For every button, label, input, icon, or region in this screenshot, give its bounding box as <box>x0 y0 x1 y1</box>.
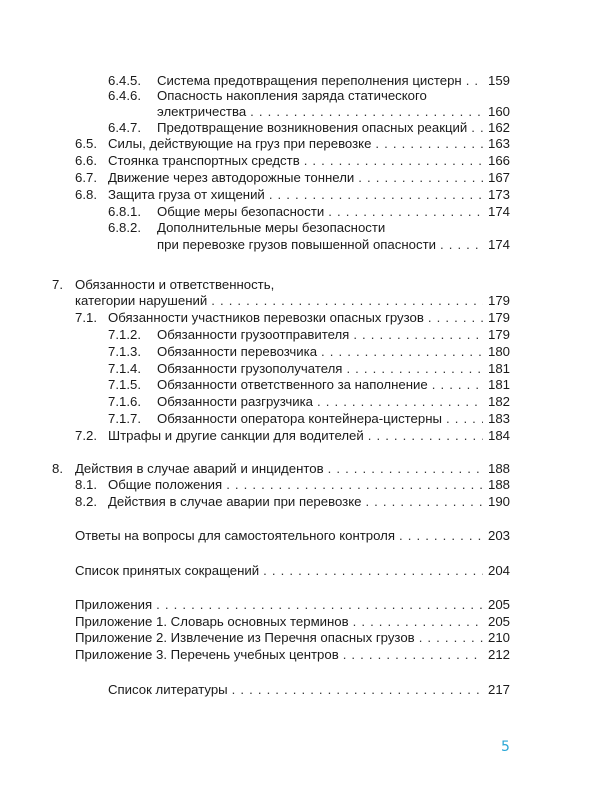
toc-entry[interactable] <box>108 73 510 89</box>
toc-number: 6.7. <box>75 170 97 185</box>
dot-leader <box>211 293 483 309</box>
toc-number: 6.4.7. <box>108 120 141 135</box>
toc-page-number: 174 <box>487 204 510 219</box>
dot-leader <box>343 647 483 663</box>
toc-number: 7.1. <box>75 310 97 325</box>
toc-entry[interactable] <box>108 327 510 343</box>
toc-number: 7.1.2. <box>108 327 141 342</box>
toc-entry[interactable] <box>108 394 510 410</box>
toc-entry[interactable] <box>108 682 510 698</box>
toc-number: 7.2. <box>75 428 97 443</box>
toc-title: Стоянка транспортных средств <box>108 153 300 168</box>
dot-leader <box>250 104 483 120</box>
toc-page-number: 184 <box>487 428 510 443</box>
toc-page-number: 174 <box>487 237 510 252</box>
toc-title: Приложение 1. Словарь основных терминов <box>75 614 349 629</box>
toc-page-number: 159 <box>487 73 510 88</box>
dot-leader <box>428 310 483 326</box>
toc-page-number: 181 <box>487 361 510 376</box>
toc-title-continuation: при перевозке грузов повышенной опасности <box>157 237 436 252</box>
dot-leader <box>156 597 483 613</box>
toc-entry[interactable] <box>75 597 510 613</box>
toc-number: 7.1.4. <box>108 361 141 376</box>
toc-entry[interactable] <box>75 170 510 186</box>
toc-title: Система предотвращения переполнения цистерн <box>157 73 462 88</box>
toc-page-number: 179 <box>487 310 510 325</box>
toc-page-number: 180 <box>487 344 510 359</box>
toc-chapter[interactable] <box>52 277 510 293</box>
toc-title: Обязанности оператора контейнера-цистерны <box>157 411 442 426</box>
page-number: 5 <box>501 739 510 755</box>
toc-entry[interactable] <box>75 647 510 663</box>
toc-page-number: 203 <box>487 528 510 543</box>
toc-entry[interactable] <box>75 614 510 630</box>
toc-number: 8. <box>52 461 63 476</box>
toc-title-continuation: электричества <box>157 104 247 119</box>
dot-leader <box>358 170 483 186</box>
toc-number: 7.1.7. <box>108 411 141 426</box>
toc-number: 8.1. <box>75 477 97 492</box>
toc-number: 6.6. <box>75 153 97 168</box>
toc-page-number: 210 <box>487 630 510 645</box>
toc-title: Общие положения <box>108 477 223 492</box>
toc-entry[interactable] <box>75 630 510 646</box>
toc-entry[interactable] <box>108 88 510 104</box>
toc-number: 6.8.1. <box>108 204 141 219</box>
toc-title: Защита груза от хищений <box>108 187 265 202</box>
toc-entry[interactable] <box>75 136 510 152</box>
toc-entry[interactable] <box>75 528 510 544</box>
toc-title: Обязанности грузоотправителя <box>157 327 350 342</box>
toc-title: Обязанности грузополучателя <box>157 361 343 376</box>
dot-leader <box>440 237 483 253</box>
toc-title: Приложения <box>75 597 153 612</box>
toc-page-number: 179 <box>487 293 510 308</box>
toc-entry[interactable] <box>75 310 510 326</box>
dot-leader <box>263 563 483 579</box>
dot-leader <box>226 477 483 493</box>
dot-leader <box>368 428 483 444</box>
toc-title: Приложение 2. Извлечение из Перечня опасных грузов <box>75 630 415 645</box>
toc-entry[interactable] <box>108 361 510 377</box>
toc-page-number: 179 <box>487 327 510 342</box>
toc-page-number: 162 <box>487 120 510 135</box>
toc-title: Обязанности перевозчика <box>157 344 318 359</box>
toc-number: 7.1.6. <box>108 394 141 409</box>
toc-title: Движение через автодорожные тоннели <box>108 170 355 185</box>
toc-title: Ответы на вопросы для самостоятельного контроля <box>75 528 396 543</box>
dot-leader <box>232 682 483 698</box>
toc-title: Предотвращение возникновения опасных реакций <box>157 120 468 135</box>
toc-title: Штрафы и другие санкции для водителей <box>108 428 364 443</box>
toc-entry[interactable] <box>75 187 510 203</box>
toc-page-number: 205 <box>487 597 510 612</box>
toc-page-number: 173 <box>487 187 510 202</box>
toc-title: Обязанности участников перевозки опасных грузов <box>108 310 424 325</box>
toc-number: 6.5. <box>75 136 97 151</box>
toc-page-number: 190 <box>487 494 510 509</box>
toc-page-number: 217 <box>487 682 510 697</box>
toc-number: 8.2. <box>75 494 97 509</box>
toc-page-number: 188 <box>487 477 510 492</box>
toc-entry[interactable] <box>75 153 510 169</box>
toc-page-number: 160 <box>487 104 510 119</box>
toc-number: 6.8.2. <box>108 220 141 235</box>
toc-page-number: 167 <box>487 170 510 185</box>
dot-leader <box>365 494 483 510</box>
toc-title: Обязанности ответственного за наполнение <box>157 377 428 392</box>
toc-title: Приложение 3. Перечень учебных центров <box>75 647 339 662</box>
toc-entry[interactable] <box>108 220 510 236</box>
toc-title: Дополнительные меры безопасности <box>157 220 386 235</box>
toc-page-number: 182 <box>487 394 510 409</box>
toc-number: 7.1.5. <box>108 377 141 392</box>
dot-leader <box>269 187 483 203</box>
toc-page-number: 204 <box>487 563 510 578</box>
dot-leader <box>375 136 483 152</box>
toc-page-number: 166 <box>487 153 510 168</box>
dot-leader <box>321 344 483 360</box>
toc-entry[interactable] <box>108 344 510 360</box>
toc-page-number: 188 <box>487 461 510 476</box>
dot-leader <box>466 73 483 89</box>
toc-page-number: 183 <box>487 411 510 426</box>
dot-leader <box>432 377 483 393</box>
toc-title: Опасность накопления заряда статического <box>157 88 427 103</box>
dot-leader <box>446 411 483 427</box>
dot-leader <box>353 327 483 343</box>
dot-leader <box>328 461 483 477</box>
toc-entry[interactable] <box>108 411 510 427</box>
toc-page-number: 212 <box>487 647 510 662</box>
toc-title-continuation: категории нарушений <box>75 293 208 308</box>
toc-entry[interactable] <box>75 477 510 493</box>
toc-title: Список литературы <box>108 682 228 697</box>
toc-number: 6.8. <box>75 187 97 202</box>
toc-number: 6.4.5. <box>108 73 141 88</box>
toc-chapter[interactable] <box>52 461 510 477</box>
toc-number: 6.4.6. <box>108 88 141 103</box>
toc-entry[interactable] <box>75 428 510 444</box>
toc-entry-continuation[interactable] <box>157 237 510 253</box>
dot-leader <box>399 528 483 544</box>
toc-number: 7. <box>52 277 63 292</box>
toc-title: Силы, действующие на груз при перевозке <box>108 136 372 151</box>
dot-leader <box>471 120 483 136</box>
toc-title: Общие меры безопасности <box>157 204 325 219</box>
toc-title: Обязанности разгрузчика <box>157 394 314 409</box>
toc-title: Список принятых сокращений <box>75 563 260 578</box>
dot-leader <box>317 394 483 410</box>
dot-leader <box>346 361 483 377</box>
toc-entry[interactable] <box>108 204 510 220</box>
toc-entry[interactable] <box>75 563 510 579</box>
toc-page-number: 181 <box>487 377 510 392</box>
dot-leader <box>328 204 483 220</box>
toc-page-number: 163 <box>487 136 510 151</box>
toc-entry-continuation[interactable] <box>75 293 510 309</box>
toc-page-number: 205 <box>487 614 510 629</box>
dot-leader <box>353 614 483 630</box>
toc-entry[interactable] <box>108 377 510 393</box>
toc-number: 7.1.3. <box>108 344 141 359</box>
toc-title: Действия в случае аварий и инцидентов <box>75 461 324 476</box>
toc-title: Действия в случае аварии при перевозке <box>108 494 362 509</box>
dot-leader <box>419 630 483 646</box>
toc-entry[interactable] <box>108 120 510 136</box>
toc-entry[interactable] <box>75 494 510 510</box>
toc-title: Обязанности и ответственность, <box>75 277 275 292</box>
dot-leader <box>304 153 483 169</box>
toc-entry-continuation[interactable] <box>157 104 510 120</box>
